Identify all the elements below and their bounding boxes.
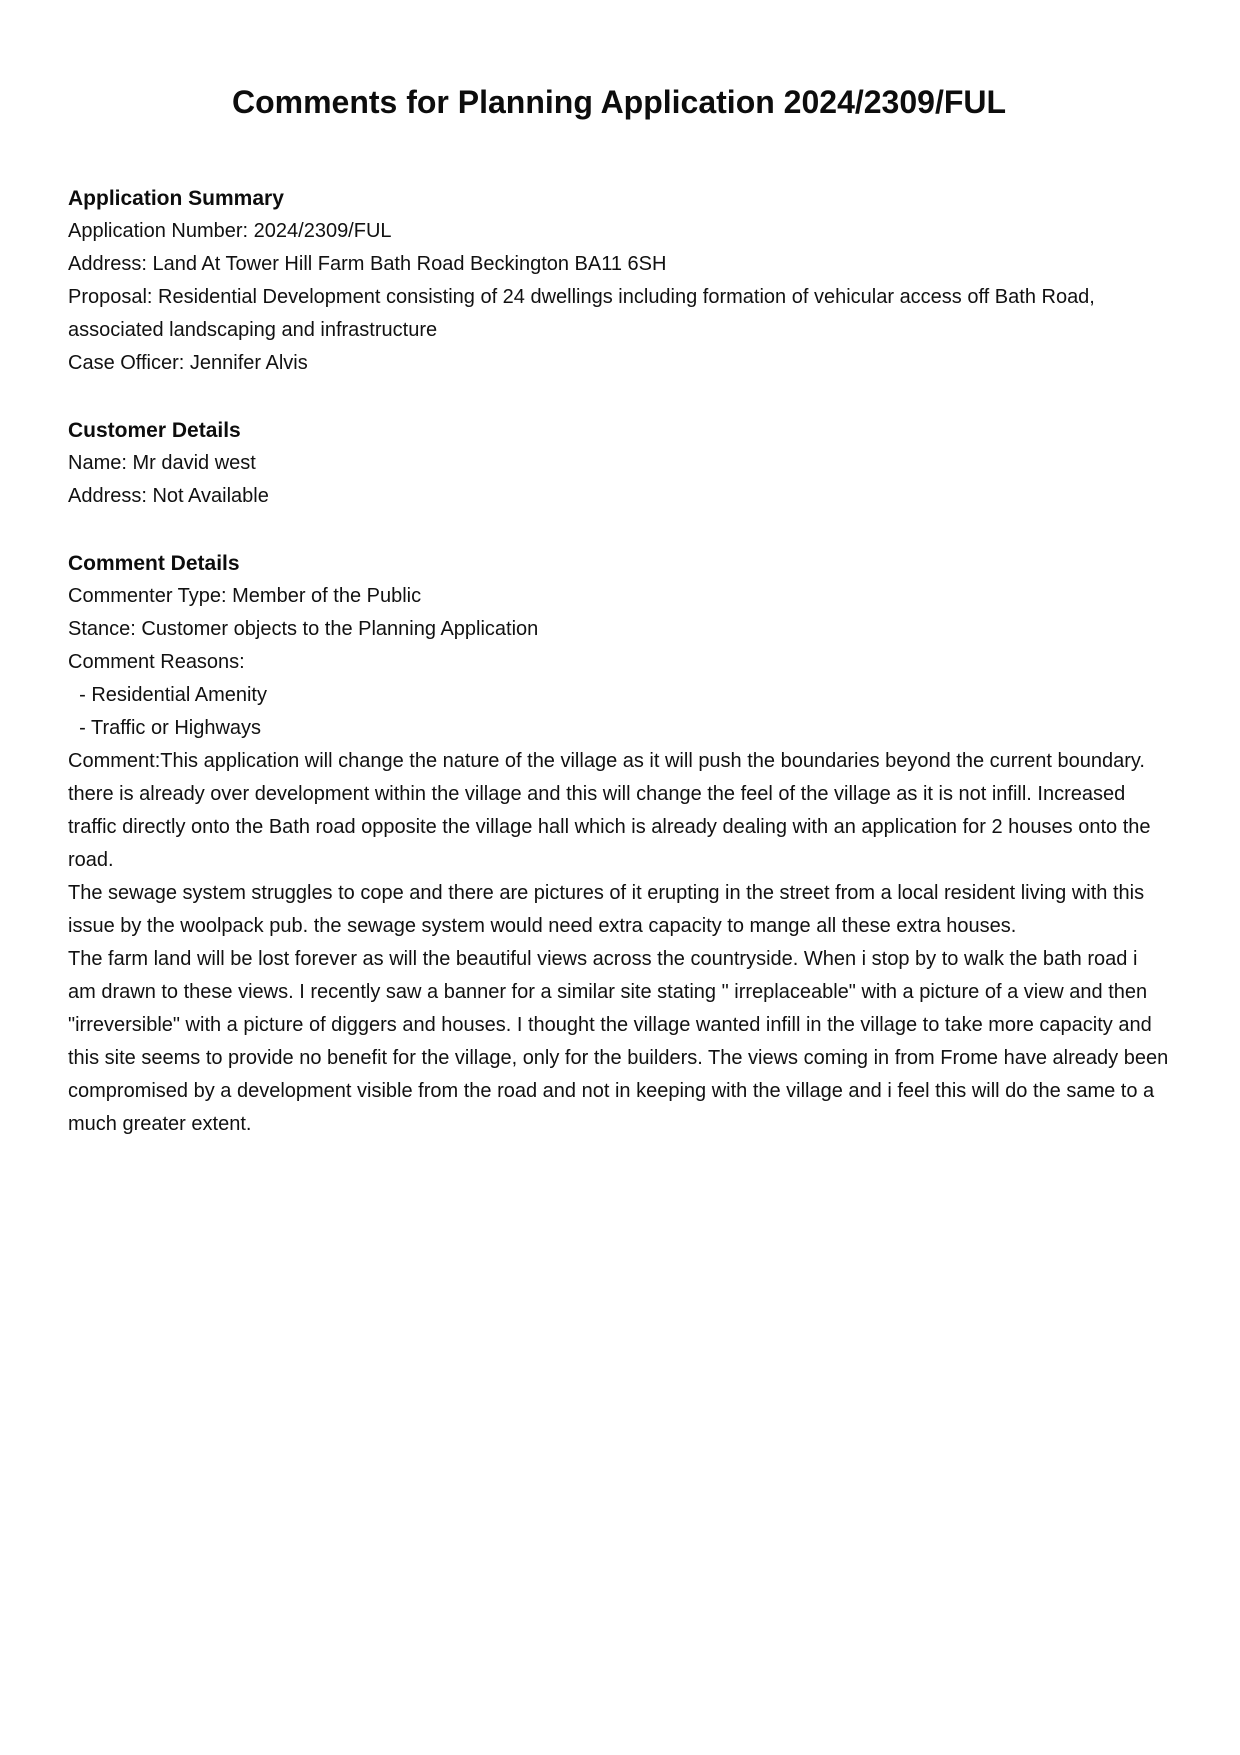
application-summary-heading: Application Summary <box>68 187 284 210</box>
comment-reason-item: - Traffic or Highways <box>68 717 262 739</box>
application-proposal-line: Proposal: Residential Development consisting of 24 dwellings including formation of vehicular access off Bath Road, associated landscaping and infrastructure <box>68 286 1101 341</box>
case-officer-line: Case Officer: Jennifer Alvis <box>68 352 308 374</box>
comment-paragraph: The farm land will be lost forever as will the beautiful views across the countryside. When i stop by to walk the bath road i am drawn to these views. I recently saw a banner for a similar site stating " irreplaceable" with a picture of a view and then "irreversible" with a picture of diggers and houses. I thought the village wanted infill in the village to take more capacity and this site seems to provide no benefit for the village, only for the builders. The views coming in from Frome have already been compromised by a development visible from the road and not in keeping with the village and i feel this will do the same to a much greater extent. <box>68 948 1169 1135</box>
comment-reasons-label: Comment Reasons: <box>68 651 245 673</box>
comment-details-heading: Comment Details <box>68 552 240 575</box>
customer-details-heading: Customer Details <box>68 419 241 442</box>
stance-line: Stance: Customer objects to the Planning Application <box>68 618 539 640</box>
comment-paragraph: Comment:This application will change the nature of the village as it will push the boundaries beyond the current boundary. there is already over development within the village and this will change the feel of the village as it is not infill. Increased traffic directly onto the Bath road opposite the village hall which is already dealing with an application for 2 houses onto the road. <box>68 750 1151 871</box>
comment-reason-item: - Residential Amenity <box>68 684 267 706</box>
customer-address-line: Address: Not Available <box>68 485 269 507</box>
application-address-line: Address: Land At Tower Hill Farm Bath Road Beckington BA11 6SH <box>68 253 667 275</box>
section-comment-details <box>68 547 1170 1141</box>
section-application-summary <box>68 182 1170 380</box>
section-customer-details <box>68 414 1170 513</box>
page-title: Comments for Planning Application 2024/2309/FUL <box>231 84 1007 120</box>
comment-paragraph: The sewage system struggles to cope and there are pictures of it erupting in the street from a local resident living with this issue by the woolpack pub. the sewage system would need extra capacity to mange all these extra houses. <box>68 882 1145 937</box>
customer-name-line: Name: Mr david west <box>68 452 256 474</box>
application-number-line: Application Number: 2024/2309/FUL <box>68 220 392 242</box>
commenter-type-line: Commenter Type: Member of the Public <box>68 585 422 607</box>
